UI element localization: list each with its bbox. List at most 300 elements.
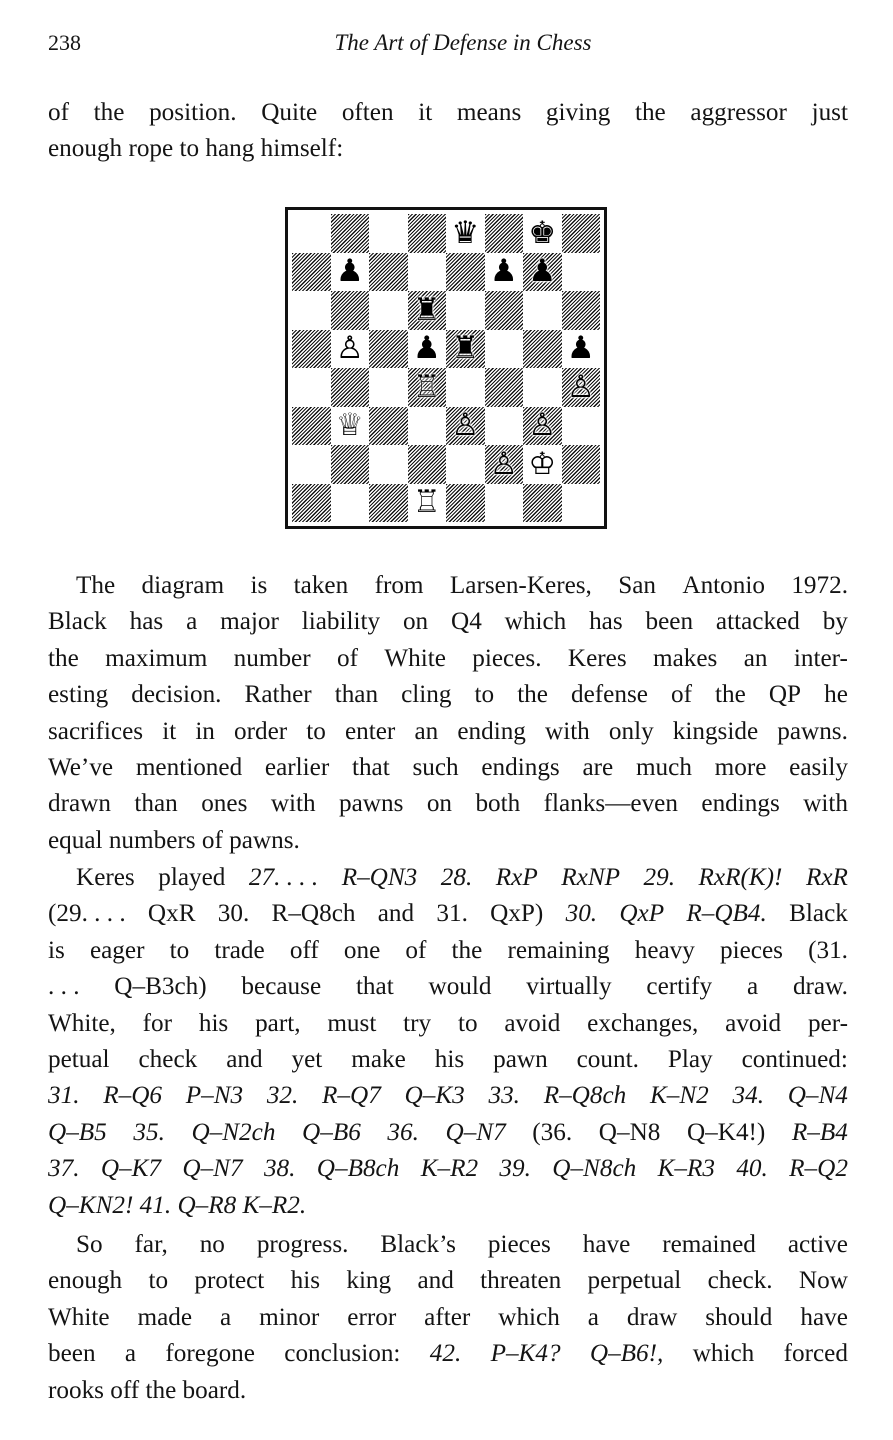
word: the [451, 936, 483, 964]
word: trade [214, 936, 265, 964]
word: error [347, 1303, 397, 1331]
chess-piece-icon: ♚ [528, 214, 557, 251]
word: more [714, 753, 767, 781]
word: to [169, 936, 190, 964]
text-line [48, 677, 848, 713]
square-c6 [369, 291, 408, 330]
word: must [327, 1009, 377, 1037]
page-number: 238 [48, 30, 81, 55]
word: K–R3 [657, 1155, 715, 1183]
word: is [250, 572, 268, 599]
word: exchanges, [587, 1009, 699, 1037]
word: White, [48, 1009, 116, 1037]
word: Black [789, 900, 848, 928]
chess-piece-icon: ♙ [335, 330, 364, 367]
square-h2 [562, 445, 601, 484]
word: to [148, 1267, 169, 1295]
text-line: Q–KN2! 41. Q–R8 K–R2. [48, 1191, 307, 1219]
chess-piece-icon: ♟ [412, 330, 441, 367]
word: played [158, 864, 226, 891]
word: by [822, 608, 848, 636]
word: of [337, 644, 358, 672]
word: 29. [643, 864, 676, 891]
word: have [800, 1303, 848, 1331]
word: which [498, 1303, 560, 1331]
square-b8 [331, 214, 370, 253]
word: an [743, 644, 768, 672]
word: ending [457, 717, 526, 745]
word: order [234, 717, 288, 745]
word: to [457, 1009, 478, 1037]
word: Black’s [380, 1231, 456, 1258]
word: been [645, 608, 694, 636]
word: Black [48, 608, 107, 636]
paragraph-3 [48, 1227, 848, 1409]
square-c5 [369, 330, 408, 369]
word: for [142, 1009, 173, 1037]
word: to [306, 717, 326, 745]
square-c7 [369, 253, 408, 292]
word: cling [401, 681, 452, 709]
word: Q–B6!, [589, 1340, 664, 1368]
square-a5 [292, 330, 331, 369]
square-d7 [408, 253, 447, 292]
word: protect [194, 1267, 265, 1295]
chess-piece-icon: ♙ [566, 368, 595, 405]
word: such [412, 753, 459, 781]
word: with [803, 790, 848, 818]
word: with [545, 717, 590, 745]
word: active [787, 1231, 848, 1258]
square-a2 [292, 445, 331, 484]
word: R–Q2 [789, 1155, 848, 1183]
text-line [48, 1263, 848, 1299]
square-h4 [562, 368, 601, 407]
square-d6 [408, 291, 447, 330]
word: Q–B3ch) [114, 973, 207, 1001]
text-line [48, 896, 848, 932]
word: Q–N2ch [191, 1118, 276, 1146]
word: that [351, 753, 390, 781]
word: endings [481, 753, 560, 781]
word: with [270, 790, 316, 818]
word: and [226, 1045, 263, 1073]
word: which [504, 608, 567, 636]
chess-piece-icon: ♖ [412, 368, 441, 405]
word: giving [545, 99, 611, 126]
word: foregone [165, 1340, 255, 1368]
square-b2 [331, 445, 370, 484]
square-f2 [485, 445, 524, 484]
word: a [124, 1340, 137, 1368]
word: draw [626, 1303, 678, 1331]
word: than [334, 681, 379, 709]
word: mentioned [135, 753, 243, 781]
word: R–Q7 [322, 1082, 381, 1110]
square-e2 [446, 445, 485, 484]
word: is [48, 936, 65, 964]
word: 34. [732, 1082, 764, 1110]
square-e1 [446, 484, 485, 523]
word: 1972. [791, 572, 848, 599]
word: heavy [634, 936, 695, 964]
word: R–Q6 [103, 1082, 162, 1110]
chess-piece-icon: ♟ [335, 253, 364, 290]
word: kingside [672, 717, 759, 745]
word: 36. [387, 1118, 419, 1146]
intro-paragraph [48, 95, 848, 168]
word: R–Q8ch [271, 900, 356, 928]
word: much [635, 753, 692, 781]
word: because [241, 973, 322, 1001]
word: pawns [339, 790, 404, 818]
word: per- [807, 1009, 848, 1037]
word: 31. [48, 1082, 80, 1110]
word: 37. [48, 1155, 80, 1183]
word: Quite [261, 99, 318, 126]
square-h1 [562, 484, 601, 523]
word: earlier [264, 753, 330, 781]
text-line [48, 969, 848, 1005]
text-line [48, 1078, 848, 1114]
chess-piece-icon: ♟ [528, 253, 557, 290]
text-line [48, 604, 848, 640]
text-line [48, 750, 848, 786]
square-f6 [485, 291, 524, 330]
square-a1 [292, 484, 331, 523]
word: Q4 [451, 608, 482, 636]
chess-piece-icon: ♜ [412, 291, 441, 328]
text-line [48, 1151, 848, 1187]
text-line: equal numbers of pawns. [48, 826, 300, 854]
word: remaining [507, 936, 610, 964]
word: aggressor [690, 99, 787, 126]
word: 35. [133, 1118, 165, 1146]
word: QxP [619, 900, 665, 928]
word: often [341, 99, 394, 126]
word: 31. [436, 900, 468, 928]
word: enough [48, 1267, 123, 1295]
word: RxP [495, 864, 538, 891]
word: attacked [715, 608, 800, 636]
text-line [48, 860, 848, 896]
word: has [129, 608, 164, 636]
word: pawns. [777, 717, 848, 745]
square-f4 [485, 368, 524, 407]
word: QP [768, 681, 802, 709]
word: P–K4? [490, 1340, 561, 1368]
square-d1 [408, 484, 447, 523]
square-b4 [331, 368, 370, 407]
word: Q–K7 [100, 1155, 162, 1183]
square-e4 [446, 368, 485, 407]
word: pawn [493, 1045, 548, 1073]
word: progress. [256, 1231, 349, 1258]
text-line [48, 1042, 848, 1078]
intro-line-2: enough rope to hang himself: [48, 135, 344, 163]
word: RxR(K)! [698, 864, 783, 891]
square-a7 [292, 253, 331, 292]
word: Q–B5 [48, 1118, 107, 1146]
word: certify [646, 973, 713, 1001]
square-d2 [408, 445, 447, 484]
running-title: The Art of Defense in Chess [334, 30, 592, 55]
word: (29. . . . [48, 900, 126, 928]
word: Keres [567, 644, 627, 672]
word: (31. [808, 936, 848, 964]
square-e5 [446, 330, 485, 369]
word: one [343, 936, 381, 964]
square-a4 [292, 368, 331, 407]
page-header [48, 30, 848, 62]
square-h7 [562, 253, 601, 292]
text-line [48, 933, 848, 969]
square-h8 [562, 214, 601, 253]
square-e7 [446, 253, 485, 292]
word: perpetual [587, 1267, 682, 1295]
square-a8 [292, 214, 331, 253]
word: far, [134, 1231, 168, 1258]
text-line: rooks off the board. [48, 1376, 247, 1404]
word: maximum [105, 644, 208, 672]
word: Q–B6 [302, 1118, 361, 1146]
word: should [705, 1303, 773, 1331]
square-c4 [369, 368, 408, 407]
square-d3 [408, 407, 447, 446]
word: just [811, 99, 848, 126]
word: taken [293, 572, 349, 599]
chess-piece-icon: ♙ [489, 445, 518, 482]
word: Q–K3 [404, 1082, 465, 1110]
chess-piece-icon: ♟ [566, 330, 595, 367]
word: Q–K4!) [686, 1118, 766, 1146]
word: has [589, 608, 623, 636]
word: Q–N7 [445, 1118, 506, 1146]
word: petual [48, 1045, 110, 1073]
word: no [199, 1231, 225, 1258]
text-line [48, 714, 848, 750]
word: diagram [141, 572, 225, 599]
square-d4 [408, 368, 447, 407]
word: after [424, 1303, 471, 1331]
word: eager [89, 936, 145, 964]
word: in [195, 717, 215, 745]
square-g6 [523, 291, 562, 330]
word: king [346, 1267, 392, 1295]
word: of [670, 681, 692, 709]
word: White [48, 1303, 110, 1331]
square-g7 [523, 253, 562, 292]
square-b3 [331, 407, 370, 446]
word: P–N3 [185, 1082, 244, 1110]
word: drawn [48, 790, 111, 818]
word: remained [662, 1231, 756, 1258]
square-c2 [369, 445, 408, 484]
word: ones [201, 790, 248, 818]
word: Rather [244, 681, 312, 709]
text-line [48, 641, 848, 677]
word: on [426, 790, 453, 818]
word: the [634, 99, 666, 126]
word: a [587, 1303, 599, 1331]
word: Now [798, 1267, 848, 1295]
word: his [290, 1267, 321, 1295]
square-d5 [408, 330, 447, 369]
word: RxNP [561, 864, 621, 891]
word: avoid [504, 1009, 561, 1037]
square-b6 [331, 291, 370, 330]
word: sacrifices [48, 717, 144, 745]
chess-piece-icon: ♖ [412, 484, 441, 521]
word: K–R2 [420, 1155, 479, 1183]
word: on [402, 608, 429, 636]
square-g4 [523, 368, 562, 407]
word: minor [259, 1303, 320, 1331]
word: K–N2 [649, 1082, 709, 1110]
word: 39. [499, 1155, 531, 1183]
word: So [76, 1231, 103, 1258]
word: that [355, 973, 394, 1001]
word: conclusion: [284, 1340, 401, 1368]
word: esting [48, 681, 109, 709]
word: liability [301, 608, 381, 636]
word: his [198, 1009, 229, 1037]
square-g1 [523, 484, 562, 523]
word: . . . [48, 973, 80, 1001]
square-c1 [369, 484, 408, 523]
square-g3 [523, 407, 562, 446]
word: QxP) [490, 900, 544, 928]
intro-line-1 [48, 95, 848, 131]
word: 42. [429, 1340, 462, 1368]
word: makes [653, 644, 718, 672]
paragraph-2 [48, 860, 848, 1224]
square-f8 [485, 214, 524, 253]
word: Q–N8 [598, 1118, 661, 1146]
word: forced [783, 1340, 848, 1368]
word: of [405, 936, 427, 964]
text-line [48, 1115, 848, 1151]
word: San [618, 572, 657, 599]
word: he [824, 681, 848, 709]
square-g5 [523, 330, 562, 369]
word: 38. [263, 1155, 296, 1183]
word: have [582, 1231, 631, 1258]
square-e8 [446, 214, 485, 253]
word: endings [701, 790, 780, 818]
word: from [374, 572, 424, 599]
word: are [582, 753, 614, 781]
word: and [377, 900, 415, 928]
word: easily [789, 753, 848, 781]
chess-piece-icon: ♕ [335, 407, 364, 444]
word: 27. . . . [248, 864, 319, 891]
chess-piece-icon: ♙ [528, 407, 557, 444]
word: yet [291, 1045, 323, 1073]
word: Play [667, 1045, 713, 1073]
word: Keres [76, 864, 135, 891]
word: off [289, 936, 319, 964]
word: virtually [526, 973, 612, 1001]
square-b1 [331, 484, 370, 523]
word: only [608, 717, 654, 745]
word: pieces [487, 1231, 551, 1258]
word: check [138, 1045, 198, 1073]
word: a [186, 608, 198, 636]
chess-piece-icon: ♜ [451, 330, 480, 367]
word: would [428, 973, 492, 1001]
word: the [48, 644, 79, 672]
paragraph-1 [48, 568, 848, 859]
word: the [93, 99, 125, 126]
word: position. [149, 99, 237, 126]
word: flanks—even [543, 790, 678, 818]
square-c8 [369, 214, 408, 253]
square-d8 [408, 214, 447, 253]
word: the [517, 681, 548, 709]
word: made [137, 1303, 193, 1331]
word: defense [571, 681, 648, 709]
word: means [456, 99, 522, 126]
word: R–QN3 [341, 864, 418, 891]
word: Larsen-Keres, [449, 572, 592, 599]
text-line [48, 568, 848, 604]
word: than [134, 790, 178, 818]
word: Q–B8ch [316, 1155, 400, 1183]
word: We’ve [48, 753, 114, 781]
word: both [475, 790, 521, 818]
chess-piece-icon: ♙ [451, 407, 480, 444]
word: try [403, 1009, 432, 1037]
word: major [220, 608, 279, 636]
square-f5 [485, 330, 524, 369]
word: QxR [147, 900, 196, 928]
word: RxR [805, 864, 848, 891]
word: draw. [792, 973, 848, 1001]
square-e6 [446, 291, 485, 330]
word: a [220, 1303, 232, 1331]
word: part, [255, 1009, 301, 1037]
text-line [48, 1227, 848, 1263]
square-h5 [562, 330, 601, 369]
word: (36. [532, 1118, 573, 1146]
word: Q–N7 [182, 1155, 243, 1183]
word: it [162, 717, 177, 745]
word: which [692, 1340, 755, 1368]
word: avoid [725, 1009, 782, 1037]
word: White [384, 644, 446, 672]
text-line [48, 1336, 848, 1372]
word: it [418, 99, 433, 126]
square-h3 [562, 407, 601, 446]
word: number [233, 644, 311, 672]
word: Q–N4 [787, 1082, 848, 1110]
square-f1 [485, 484, 524, 523]
word: continued: [741, 1045, 848, 1073]
word: count. [576, 1045, 639, 1073]
word: threaten [480, 1267, 562, 1295]
square-f3 [485, 407, 524, 446]
chess-piece-icon: ♔ [528, 445, 557, 482]
word: Q–N8ch [552, 1155, 637, 1183]
word: R–QB4. [686, 900, 767, 928]
word: check. [707, 1267, 773, 1295]
chess-diagram [285, 207, 607, 529]
word: an [414, 717, 439, 745]
word: inter- [793, 644, 848, 672]
word: to [474, 681, 495, 709]
word: a [746, 973, 759, 1001]
